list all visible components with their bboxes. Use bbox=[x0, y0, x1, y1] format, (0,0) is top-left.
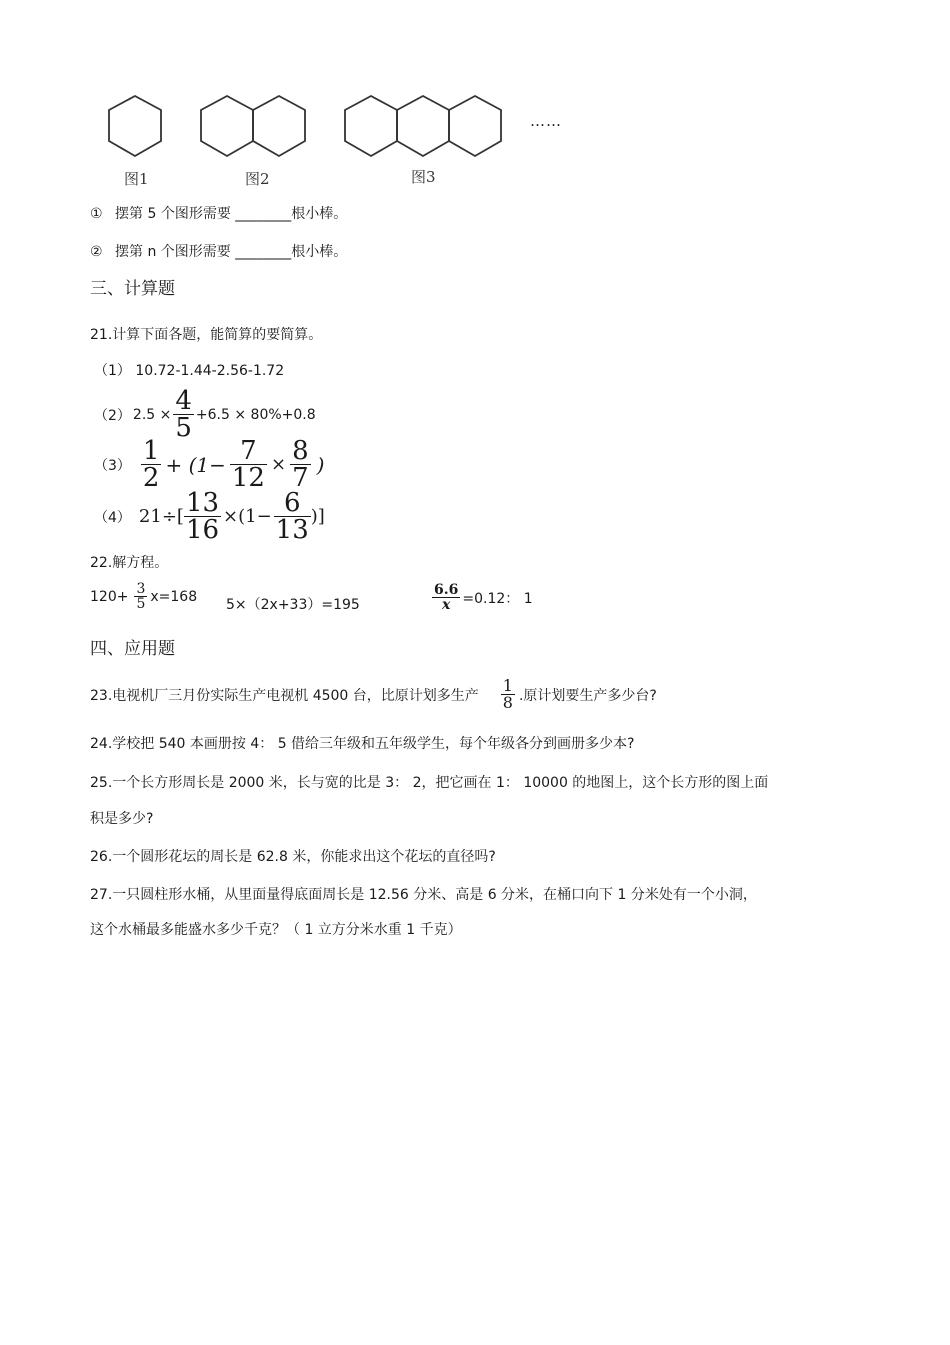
hexagon-figures bbox=[95, 88, 595, 166]
q21-part3-f1-den: 2 bbox=[142, 463, 160, 493]
q21-part2-fraction bbox=[173, 388, 194, 441]
figure-1-label: 图1 bbox=[124, 170, 149, 188]
q21-part3-fraction-2 bbox=[230, 438, 267, 491]
q21-part4-pre: 21÷[ bbox=[138, 506, 184, 527]
q22-eq1-den: 5 bbox=[136, 596, 146, 612]
q21-part4 bbox=[94, 490, 325, 543]
q21-part3-fraction-3 bbox=[290, 438, 311, 491]
q21-part3-f2-den: 12 bbox=[231, 463, 265, 493]
q21-part4-f1-den: 16 bbox=[185, 515, 220, 545]
q21-part4-fraction-2 bbox=[274, 490, 311, 543]
q22-eq1-post: x=168 bbox=[150, 588, 198, 605]
q21-part1-label: （1） bbox=[94, 363, 131, 379]
q22-eq1-fraction bbox=[134, 582, 147, 611]
q21-part4-fraction-1 bbox=[184, 490, 221, 543]
q21-part4-label: （4） bbox=[94, 509, 131, 526]
q22-eq3-num: 6.6 bbox=[434, 582, 459, 598]
q23 bbox=[90, 678, 657, 711]
q21-part2-pre: 2.5 × bbox=[132, 406, 172, 423]
q21-part3-f3-num: 8 bbox=[292, 436, 309, 466]
q20-sub2-text: 摆第 n 个图形需要 ________根小棒。 bbox=[115, 244, 348, 260]
q22-eq3-fraction bbox=[432, 583, 460, 612]
q21-part2 bbox=[94, 388, 316, 441]
q21-part3-f3-den: 7 bbox=[292, 463, 309, 493]
q23-fraction bbox=[501, 678, 515, 711]
section3-title: 三、计算题 bbox=[90, 279, 175, 299]
q21-part2-label: （2） bbox=[94, 407, 131, 424]
q21-part3-plus: + (1− bbox=[165, 452, 226, 477]
figure-3-hexagon-middle bbox=[397, 96, 449, 156]
q22-equation-3 bbox=[432, 583, 533, 612]
q22-eq1-pre: 120+ bbox=[90, 588, 129, 605]
q21-part1-expr: 10.72-1.44-2.56-1.72 bbox=[135, 363, 285, 379]
q22-stem: 22.解方程。 bbox=[90, 555, 169, 571]
figure-2-label: 图2 bbox=[245, 170, 270, 188]
q21-part2-frac-den: 5 bbox=[175, 413, 192, 443]
section4-title: 四、应用题 bbox=[90, 639, 175, 659]
q21-part3 bbox=[94, 438, 324, 491]
figure-2-hexagon-left bbox=[201, 96, 253, 156]
q21-part3-f1-num: 1 bbox=[142, 436, 160, 466]
q22-eq1-num: 3 bbox=[136, 581, 146, 597]
q21-stem: 21.计算下面各题，能简算的要简算。 bbox=[90, 327, 323, 343]
q22-equation-1 bbox=[90, 582, 197, 611]
q21-part4-mid: ×(1− bbox=[223, 506, 272, 527]
q23-post: .原计划要生产多少台? bbox=[518, 687, 657, 704]
figure-3-hexagon-right bbox=[449, 96, 501, 156]
q21-part3-fraction-1 bbox=[141, 438, 162, 491]
q21-part3-label: （3） bbox=[94, 457, 131, 474]
q25-line1: 25.一个长方形周长是 2000 米，长与宽的比是 3： 2，把它画在 1： 10000 的地图上，这个长方形的图上面 bbox=[90, 775, 769, 791]
q20-sub1-marker: ① bbox=[90, 206, 103, 222]
q25-line2: 积是多少? bbox=[90, 811, 154, 827]
q27-line1: 27.一只圆柱形水桶，从里面量得底面周长是 12.56 分米、高是 6 分米，在桶口向下 1 分米处有一个小洞， bbox=[90, 887, 757, 903]
q21-part3-close: ) bbox=[316, 452, 325, 477]
q27-line2: 这个水桶最多能盛水多少千克？（ 1 立方分米水重 1 千克） bbox=[90, 922, 462, 938]
q21-part3-times: × bbox=[270, 454, 287, 475]
q21-part4-f2-num: 6 bbox=[283, 488, 301, 518]
q26: 26.一个圆形花坛的周长是 62.8 米，你能求出这个花坛的直径吗? bbox=[90, 849, 496, 865]
q21-part4-f2-den: 13 bbox=[275, 515, 309, 545]
q22-eq3-post: =0.12： 1 bbox=[462, 590, 533, 607]
q21-part3-f2-num: 7 bbox=[240, 436, 257, 466]
q23-pre: 23.电视机厂三月份实际生产电视机 4500 台，比原计划多生产 bbox=[90, 687, 479, 704]
q23-frac-num: 1 bbox=[502, 676, 513, 695]
q22-eq3-den: x bbox=[432, 597, 460, 612]
q20-sub1 bbox=[90, 203, 347, 223]
q20-sub2 bbox=[90, 241, 347, 261]
q20-sub1-text: 摆第 5 个图形需要 ________根小棒。 bbox=[115, 206, 348, 222]
figure-1-hexagon bbox=[109, 96, 161, 156]
q24: 24.学校把 540 本画册按 4： 5 借给三年级和五年级学生，每个年级各分到画册多少本? bbox=[90, 736, 635, 752]
q21-part4-close: )] bbox=[310, 506, 325, 527]
figure-3-label: 图3 bbox=[411, 168, 436, 186]
figure-3-hexagon-left bbox=[345, 96, 397, 156]
q20-sub2-marker: ② bbox=[90, 244, 103, 260]
figure-2-hexagon-right bbox=[253, 96, 305, 156]
q21-part2-post: +6.5 × 80%+0.8 bbox=[195, 406, 316, 423]
figures-ellipsis: …… bbox=[530, 112, 562, 130]
q21-part1 bbox=[94, 360, 284, 380]
q22-equation-2: 5×（2x+33）=195 bbox=[226, 597, 360, 613]
q21-part2-frac-num: 4 bbox=[175, 386, 192, 416]
q23-frac-den: 8 bbox=[502, 693, 513, 712]
q21-part4-f1-num: 13 bbox=[185, 488, 220, 518]
